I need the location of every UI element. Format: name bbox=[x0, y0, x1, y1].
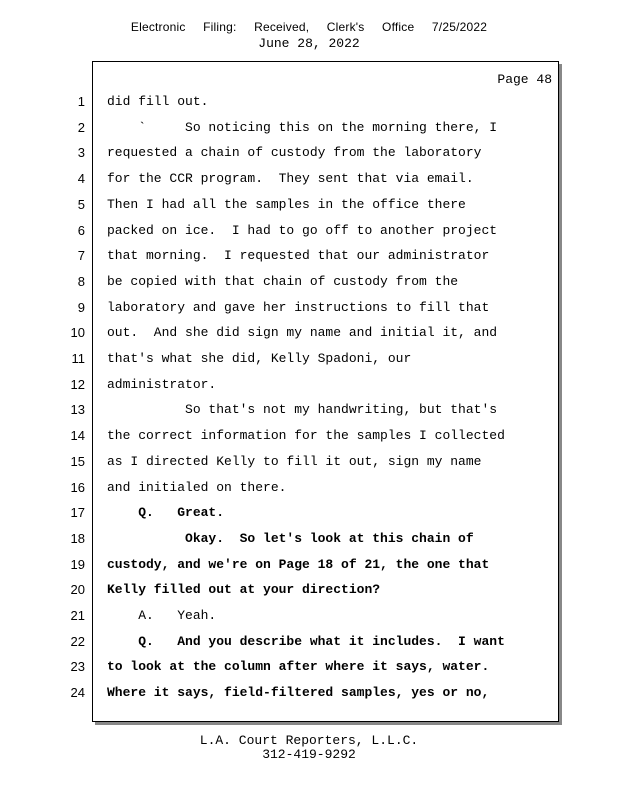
line-text: Kelly filled out at your direction? bbox=[107, 582, 381, 598]
filing-stamp-date: 7/25/2022 bbox=[431, 20, 488, 34]
line-text: administrator. bbox=[107, 376, 217, 392]
line-number: 15 bbox=[70, 453, 85, 469]
filing-stamp-word: Office bbox=[382, 20, 415, 34]
transcript-line bbox=[0, 300, 618, 320]
line-number: 21 bbox=[70, 608, 85, 623]
transcript-line bbox=[0, 531, 618, 551]
line-number: 14 bbox=[70, 428, 85, 444]
transcript-line bbox=[0, 248, 618, 268]
line-number: 22 bbox=[70, 633, 85, 649]
line-text: So that's not my handwriting, but that's bbox=[107, 402, 498, 418]
transcript-line bbox=[0, 428, 618, 448]
transcript-line bbox=[0, 274, 618, 294]
line-text: Q. And you describe what it includes. I want bbox=[107, 633, 505, 649]
transcript-line bbox=[0, 197, 618, 217]
reporter-phone: 312-419-9292 bbox=[262, 747, 356, 762]
transcript-line bbox=[0, 454, 618, 474]
transcript-line bbox=[0, 480, 618, 500]
line-text: as I directed Kelly to fill it out, sign my name bbox=[107, 453, 482, 469]
line-text: for the CCR program. They sent that via email. bbox=[107, 171, 474, 187]
transcript-line bbox=[0, 608, 618, 628]
line-number: 16 bbox=[70, 479, 85, 495]
line-text: custody, and we're on Page 18 of 21, the one that bbox=[107, 556, 490, 572]
line-number: 1 bbox=[77, 94, 85, 109]
line-text: packed on ice. I had to go off to another project bbox=[107, 222, 498, 238]
line-text: the correct information for the samples I collected bbox=[107, 428, 505, 444]
line-number: 10 bbox=[70, 325, 85, 341]
line-number: 18 bbox=[70, 530, 85, 546]
transcript-line bbox=[0, 351, 618, 371]
filing-stamp-word: Clerk's bbox=[326, 20, 365, 34]
filing-stamp-word: Electronic bbox=[130, 20, 186, 34]
line-number: 5 bbox=[77, 196, 85, 212]
page-number: Page 48 bbox=[497, 72, 552, 87]
line-number: 17 bbox=[70, 505, 85, 521]
transcript-line bbox=[0, 325, 618, 345]
line-text: laboratory and gave her instructions to fill that bbox=[107, 299, 490, 315]
line-number: 11 bbox=[71, 351, 85, 366]
line-number: 23 bbox=[70, 659, 85, 675]
line-text: Where it says, field-filtered samples, yes or no, bbox=[107, 685, 490, 701]
line-text: that morning. I requested that our administrator bbox=[107, 248, 490, 264]
line-number: 8 bbox=[77, 273, 85, 289]
line-text: requested a chain of custody from the laboratory bbox=[107, 145, 482, 161]
line-text: ` So noticing this on the morning there, I bbox=[107, 119, 498, 135]
transcript-line bbox=[0, 505, 618, 525]
transcript-line bbox=[0, 402, 618, 422]
reporter-company: L.A. Court Reporters, L.L.C. bbox=[199, 733, 419, 748]
filing-stamp-word: Received, bbox=[254, 20, 310, 34]
transcript-line bbox=[0, 582, 618, 602]
transcript-line bbox=[0, 685, 618, 705]
line-number: 3 bbox=[77, 145, 85, 161]
filing-stamp bbox=[0, 20, 618, 34]
transcript-line bbox=[0, 634, 618, 654]
transcript-line bbox=[0, 223, 618, 243]
transcript-line bbox=[0, 659, 618, 679]
line-text: Then I had all the samples in the office there bbox=[107, 196, 466, 212]
line-text: to look at the column after where it says, water. bbox=[107, 659, 490, 675]
line-text: did fill out. bbox=[107, 94, 209, 109]
line-number: 13 bbox=[70, 402, 85, 418]
filing-stamp-word: Filing: bbox=[203, 20, 237, 34]
line-number: 12 bbox=[70, 376, 85, 392]
line-number: 7 bbox=[77, 248, 85, 264]
line-number: 6 bbox=[77, 222, 85, 238]
transcript-line bbox=[0, 557, 618, 577]
line-text: Okay. So let's look at this chain of bbox=[107, 530, 474, 546]
line-text: and initialed on there. bbox=[107, 479, 287, 495]
line-number: 20 bbox=[70, 582, 85, 598]
transcript-line bbox=[0, 377, 618, 397]
transcript-line bbox=[0, 120, 618, 140]
line-text: out. And she did sign my name and initial it, and bbox=[107, 325, 498, 341]
line-text: A. Yeah. bbox=[107, 608, 217, 623]
transcript-line bbox=[0, 94, 618, 114]
deposition-date: June 28, 2022 bbox=[258, 36, 360, 51]
line-number: 19 bbox=[70, 556, 85, 572]
line-text: Q. Great. bbox=[107, 505, 225, 521]
transcript-line bbox=[0, 171, 618, 191]
line-number: 4 bbox=[77, 171, 85, 187]
line-text: that's what she did, Kelly Spadoni, our bbox=[107, 351, 412, 366]
line-number: 9 bbox=[77, 299, 85, 315]
line-number: 2 bbox=[77, 119, 85, 135]
transcript-line bbox=[0, 145, 618, 165]
line-text: be copied with that chain of custody from the bbox=[107, 273, 459, 289]
line-number: 24 bbox=[70, 685, 85, 701]
